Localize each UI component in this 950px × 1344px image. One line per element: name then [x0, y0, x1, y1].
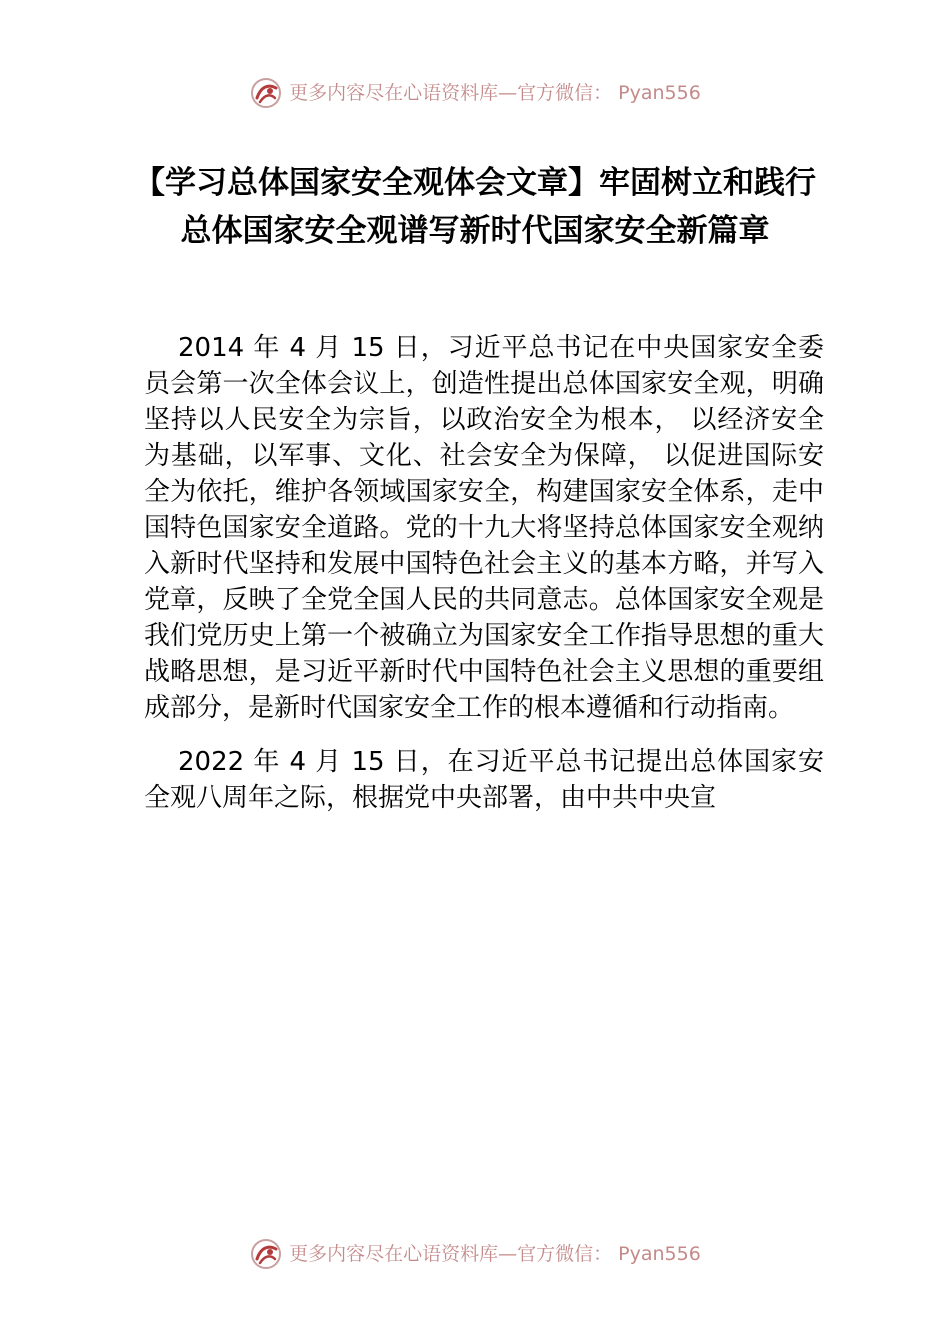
- header-watermark: [0, 76, 950, 110]
- watermark-wechat-id: Pyan556: [618, 82, 701, 104]
- watermark-text: 更多内容尽在心语资料库—官方微信：: [289, 1243, 613, 1265]
- watermark-text: 更多内容尽在心语资料库—官方微信：: [289, 82, 613, 104]
- paragraph: 2014 年 4 月 15 日，习近平总书记在中央国家安全委员会第一次全体会议上，创造性提出总体国家安全观，明确坚持以人民安全为宗旨，以政治安全为根本， 以经济安全为基础，以军事、文化、社会安全为保障， 以促进国际安全为依托，维护各领域国家安全，构建国家安全体系，走中国特色国家安全道路。党的十九大将坚持总体国家安全观纳入新时代坚持和发展中国特色社会主义的基本方略，并写入党章，反映了全党全国人民的共同意志。总体国家安全观是我们党历史上第一个被确立为国家安全工作指导思想的重大战略思想，是习近平新时代中国特色社会主义思想的重要组成部分，是新时代国家安全工作的根本遵循和行动指南。: [144, 333, 824, 723]
- paragraph: 2022 年 4 月 15 日，在习近平总书记提出总体国家安全观八周年之际，根据党中央部署，由中共中央宣: [144, 747, 824, 813]
- seal-logo-icon: [249, 1237, 283, 1271]
- document-title: 【学习总体国家安全观体会文章】牢固树立和践行总体国家安全观谱写新时代国家安全新篇章: [134, 164, 816, 249]
- seal-logo-icon: [249, 76, 283, 110]
- footer-watermark: [0, 1237, 950, 1271]
- document-body: [144, 330, 824, 834]
- watermark-wechat-id: Pyan556: [618, 1243, 701, 1265]
